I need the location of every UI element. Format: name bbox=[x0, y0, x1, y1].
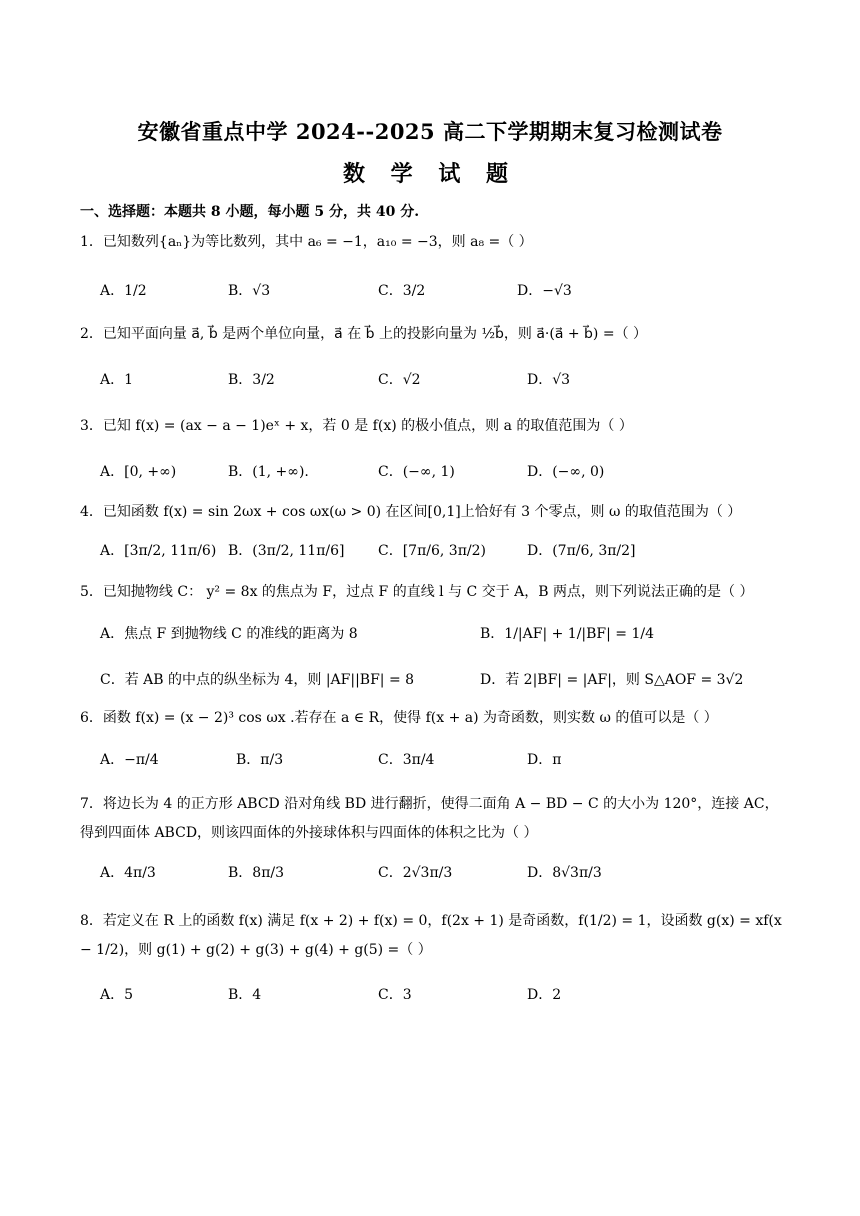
question-8-option-d: D．2 bbox=[527, 987, 562, 1003]
question-1-option-a: A．1/2 bbox=[100, 283, 147, 299]
question-4-stem: 4．已知函数 f(x) = sin 2ωx + cos ωx(ω > 0) 在区间[0,1]上恰好有 3 个零点，则 ω 的取值范围为（ ） bbox=[80, 504, 742, 520]
question-4-option-b: B．(3π/2, 11π/6] bbox=[228, 543, 345, 559]
question-2-stem: 2．已知平面向量 a⃗, b⃗ 是两个单位向量，a⃗ 在 b⃗ 上的投影向量为 ½b⃗，则 a⃗·(a⃗ + b⃗) =（ ） bbox=[80, 326, 648, 342]
question-1-option-c: C．3/2 bbox=[378, 283, 426, 299]
question-2-option-a: A．1 bbox=[100, 372, 134, 388]
question-7-option-a: A．4π/3 bbox=[100, 865, 156, 881]
question-5-option-b: B．1/|AF| + 1/|BF| = 1/4 bbox=[480, 626, 655, 642]
question-4-option-d: D．(7π/6, 3π/2] bbox=[527, 543, 636, 559]
question-7-option-d: D．8√3π/3 bbox=[527, 865, 602, 881]
question-6-option-b: B．π/3 bbox=[236, 752, 284, 768]
question-1-option-d: D．−√3 bbox=[517, 283, 572, 299]
question-1-stem: 1．已知数列{aₙ}为等比数列，其中 a₆ = −1，a₁₀ = −3，则 a₈ =（ ） bbox=[80, 234, 533, 250]
question-2-option-c: C．√2 bbox=[378, 372, 421, 388]
question-7-option-c: C．2√3π/3 bbox=[378, 865, 453, 881]
question-7-stem: 7．将边长为 4 的正方形 ABCD 沿对角线 BD 进行翻折，使得二面角 A − BD − C 的大小为 120°，连接 AC，得到四面体 ABCD，则该四面体的外接球体积与四面体的体积之比为（ ） bbox=[80, 796, 779, 841]
exam-subtitle: 数 学 试 题 bbox=[343, 161, 517, 187]
question-1-option-b: B．√3 bbox=[228, 283, 271, 299]
question-8-option-c: C．3 bbox=[378, 987, 412, 1003]
question-5-option-d: D．若 2|BF| = |AF|，则 S△AOF = 3√2 bbox=[480, 672, 744, 688]
question-5-option-a: A．焦点 F 到抛物线 C 的准线的距离为 8 bbox=[100, 626, 358, 642]
question-6-option-c: C．3π/4 bbox=[378, 752, 435, 768]
question-3-option-d: D．(−∞, 0) bbox=[527, 464, 605, 480]
question-2-option-b: B．3/2 bbox=[228, 372, 275, 388]
question-2-option-d: D．√3 bbox=[527, 372, 571, 388]
question-4-option-c: C．[7π/6, 3π/2) bbox=[378, 543, 487, 559]
question-6-stem: 6．函数 f(x) = (x − 2)³ cos ωx .若存在 a ∈ R，使得 f(x + a) 为奇函数，则实数 ω 的值可以是（ ） bbox=[80, 710, 718, 726]
section-heading: 一、选择题：本题共 8 小题，每小题 5 分，共 40 分. bbox=[80, 204, 420, 220]
question-3-option-b: B．(1, +∞). bbox=[228, 464, 309, 480]
question-8-option-b: B．4 bbox=[228, 987, 262, 1003]
question-5-stem: 5．已知抛物线 C： y² = 8x 的焦点为 F，过点 F 的直线 l 与 C 交于 A，B 两点，则下列说法正确的是（ ） bbox=[80, 584, 754, 600]
exam-title: 安徽省重点中学 2024--2025 高二下学期期末复习检测试卷 bbox=[137, 119, 723, 144]
question-6-option-a: A．−π/4 bbox=[100, 752, 159, 768]
question-4-option-a: A．[3π/2, 11π/6) bbox=[100, 543, 217, 559]
question-3-option-c: C．(−∞, 1) bbox=[378, 464, 455, 480]
question-8-stem: 8．若定义在 R 上的函数 f(x) 满足 f(x + 2) + f(x) = 0，f(2x + 1) 是奇函数，f(1/2) = 1，设函数 g(x) = xf(x − 1/2)，则 g(1) + g(2) + g(3) + g(4) + g(5) =（ ） bbox=[80, 913, 782, 958]
question-8-option-a: A．5 bbox=[100, 987, 134, 1003]
question-7-option-b: B．8π/3 bbox=[228, 865, 285, 881]
question-3-option-a: A．[0, +∞) bbox=[100, 464, 177, 480]
question-3-stem: 3．已知 f(x) = (ax − a − 1)eˣ + x，若 0 是 f(x) 的极小值点，则 a 的取值范围为（ ） bbox=[80, 418, 633, 434]
question-5-option-c: C．若 AB 的中点的纵坐标为 4，则 |AF||BF| = 8 bbox=[100, 672, 415, 688]
question-6-option-d: D．π bbox=[527, 752, 562, 768]
